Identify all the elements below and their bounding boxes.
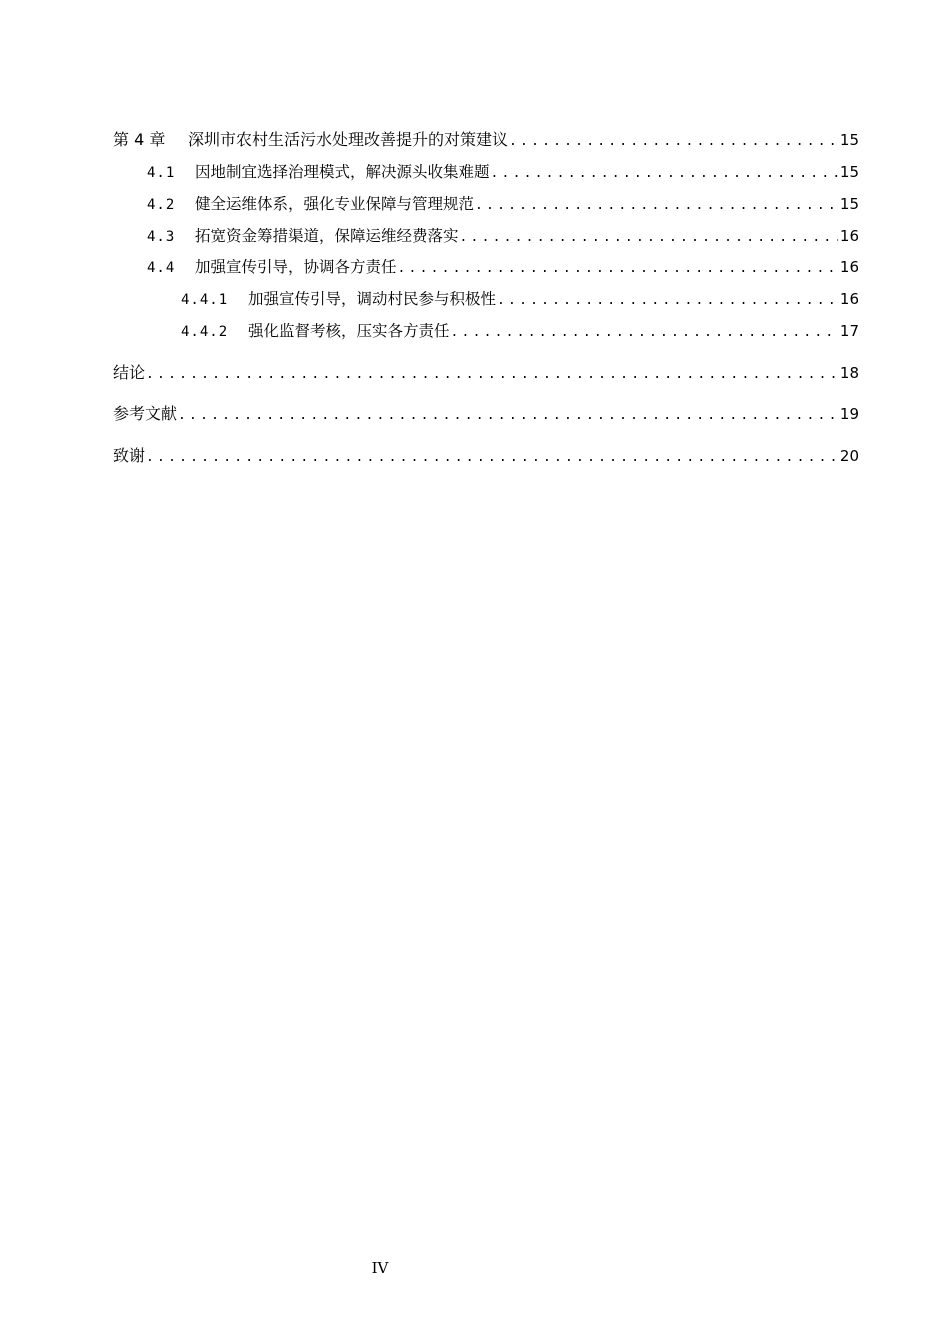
toc-entry-number: 4.1 xyxy=(147,165,176,181)
toc-entry-section-4-4-2[interactable] xyxy=(181,319,859,343)
toc-entry-page: 20 xyxy=(839,447,859,465)
dot-leader xyxy=(146,446,838,470)
dot-leader xyxy=(460,226,838,250)
toc-entry-number: 第 4 章 xyxy=(113,130,166,149)
toc-entry-section-4-4[interactable] xyxy=(147,255,859,279)
dot-leader xyxy=(451,321,838,345)
toc-entry-title: 致谢 xyxy=(113,446,146,465)
page-footer-number: IV xyxy=(371,1259,389,1277)
toc-entry-section-4-1[interactable] xyxy=(147,160,859,184)
toc-entry-page: 17 xyxy=(839,322,859,340)
toc-entry-title: 结论 xyxy=(113,363,146,382)
dot-leader xyxy=(491,162,838,186)
toc-entry-references[interactable] xyxy=(113,402,859,426)
toc-entry-title: 强化监督考核，压实各方责任 xyxy=(248,322,450,340)
toc-entry-title: 加强宣传引导，协调各方责任 xyxy=(195,258,397,276)
toc-entry-title: 参考文献 xyxy=(113,404,178,423)
toc-entry-section-4-3[interactable] xyxy=(147,224,859,248)
toc-entry-title: 拓宽资金筹措渠道，保障运维经费落实 xyxy=(195,227,459,245)
toc-entry-conclusion[interactable] xyxy=(113,361,859,385)
toc-entry-page: 15 xyxy=(839,131,859,149)
toc-entry-title: 加强宣传引导，调动村民参与积极性 xyxy=(248,290,497,308)
dot-leader xyxy=(497,289,838,313)
dot-leader xyxy=(509,130,838,154)
toc-entry-page: 16 xyxy=(839,258,859,276)
toc-entry-number: 4.3 xyxy=(147,229,176,245)
toc-entry-number: 4.4.2 xyxy=(181,324,229,340)
dot-leader xyxy=(146,363,838,387)
toc-entry-title: 健全运维体系，强化专业保障与管理规范 xyxy=(195,195,475,213)
dot-leader xyxy=(178,404,838,428)
toc-entry-page: 16 xyxy=(839,227,859,245)
toc-entry-title: 因地制宜选择治理模式，解决源头收集难题 xyxy=(195,163,490,181)
toc-entry-number: 4.2 xyxy=(147,197,176,213)
dot-leader xyxy=(475,194,838,218)
toc-entry-page: 15 xyxy=(839,195,859,213)
dot-leader xyxy=(398,257,838,281)
toc-entry-section-4-4-1[interactable] xyxy=(181,287,859,311)
toc-entry-chapter-4[interactable] xyxy=(113,128,859,152)
toc-entry-page: 18 xyxy=(839,364,859,382)
toc-entry-title: 深圳市农村生活污水处理改善提升的对策建议 xyxy=(188,130,509,149)
toc-entry-section-4-2[interactable] xyxy=(147,192,859,216)
toc-entry-page: 15 xyxy=(839,163,859,181)
toc-entry-page: 19 xyxy=(839,405,859,423)
toc-entry-number: 4.4.1 xyxy=(181,292,229,308)
toc-entry-acknowledgements[interactable] xyxy=(113,444,859,468)
toc-entry-page: 16 xyxy=(839,290,859,308)
toc-entry-number: 4.4 xyxy=(147,260,176,276)
